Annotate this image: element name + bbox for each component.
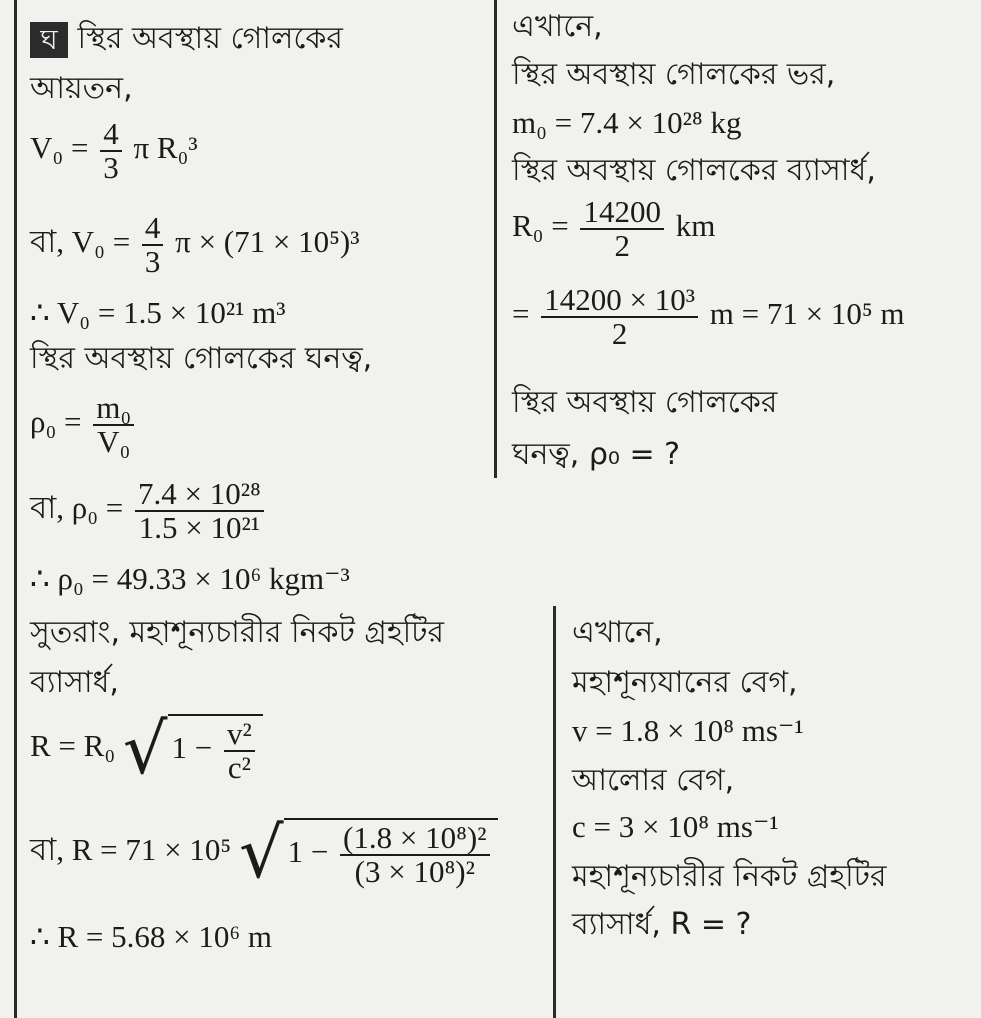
contracted-radius-result: ∴ R = 5.68 × 10⁶ m bbox=[30, 919, 273, 954]
bottom-column-divider bbox=[553, 606, 556, 1018]
density-result: ∴ ρ₀ = 49.33 × 10⁶ kgm⁻³ bbox=[30, 561, 350, 596]
right-bottom-given: এখানে, bbox=[572, 615, 663, 650]
left-margin-rule bbox=[14, 0, 17, 1018]
left-top-line-1: ঘ স্থির অবস্থায় গোলকের bbox=[30, 20, 343, 58]
density-unknown: ঘনত্ব, ρ₀ = ? bbox=[512, 437, 681, 472]
volume-formula: V₀ = $\frac{4}{3}$ π R₀³ bbox=[30, 116, 198, 185]
rest-mass-heading: স্থির অবস্থায় গোলকের ভর, bbox=[512, 57, 836, 92]
contracted-radius-heading: সুতরাং, মহাশূন্যচারীর নিকট গ্রহটির bbox=[30, 615, 445, 650]
solution-badge: ঘ bbox=[30, 22, 68, 58]
volume-result: ∴ V₀ = 1.5 × 10²¹ m³ bbox=[30, 295, 286, 330]
density-substitution: বা, ρ₀ = $\frac{\text{7.4 × 10²⁸}}{\text{1.5 × 10²¹}}$ bbox=[30, 478, 268, 544]
radius-unknown: ব্যাসার্ধ, R = ? bbox=[572, 907, 752, 942]
contracted-radius-heading-2: ব্যাসার্ধ, bbox=[30, 665, 119, 700]
volume-substitution: বা, V₀ = $\frac{4}{3}$ π × (71 × 10⁵)³ bbox=[30, 210, 360, 279]
length-contraction-substitution: বা, R = 71 × 10⁵ √ 1 − $\frac{\text{(1.8 × 10⁸)²}}{\text{(3 × 10⁸)²}}$ bbox=[30, 818, 498, 888]
left-top-line-2: আয়তন, bbox=[30, 71, 133, 106]
rest-radius-km: R₀ = $\frac{14200}{2}$ km bbox=[512, 194, 716, 263]
density-formula: ρ₀ = $\frac{\text{m₀}}{\text{V₀}}$ bbox=[30, 392, 138, 458]
light-speed-value: c = 3 × 10⁸ ms⁻¹ bbox=[572, 809, 779, 844]
spaceship-speed-value: v = 1.8 × 10⁸ ms⁻¹ bbox=[572, 713, 804, 748]
rest-radius-heading: স্থির অবস্থায় গোলকের ব্যাসার্ধ, bbox=[512, 153, 876, 188]
top-column-divider bbox=[494, 0, 497, 478]
right-top-given: এখানে, bbox=[512, 9, 603, 44]
rest-mass-value: m₀ = 7.4 × 10²⁸ kg bbox=[512, 105, 742, 140]
density-heading: স্থির অবস্থায় গোলকের ঘনত্ব, bbox=[30, 341, 373, 376]
rest-radius-m: = $\frac{\text{14200 × 10³}}{2}$ m = 71 × 10⁵ m bbox=[512, 282, 905, 351]
radius-unknown-heading: মহাশূন্যচারীর নিকট গ্রহটির bbox=[572, 859, 887, 894]
light-speed-heading: আলোর বেগ, bbox=[572, 763, 735, 798]
spaceship-speed-heading: মহাশূন্যযানের বেগ, bbox=[572, 665, 798, 700]
length-contraction-formula: R = R₀ √ 1 − $\frac{\text{v²}}{\text{c²}}$ bbox=[30, 714, 263, 784]
density-unknown-heading: স্থির অবস্থায় গোলকের bbox=[512, 385, 778, 420]
